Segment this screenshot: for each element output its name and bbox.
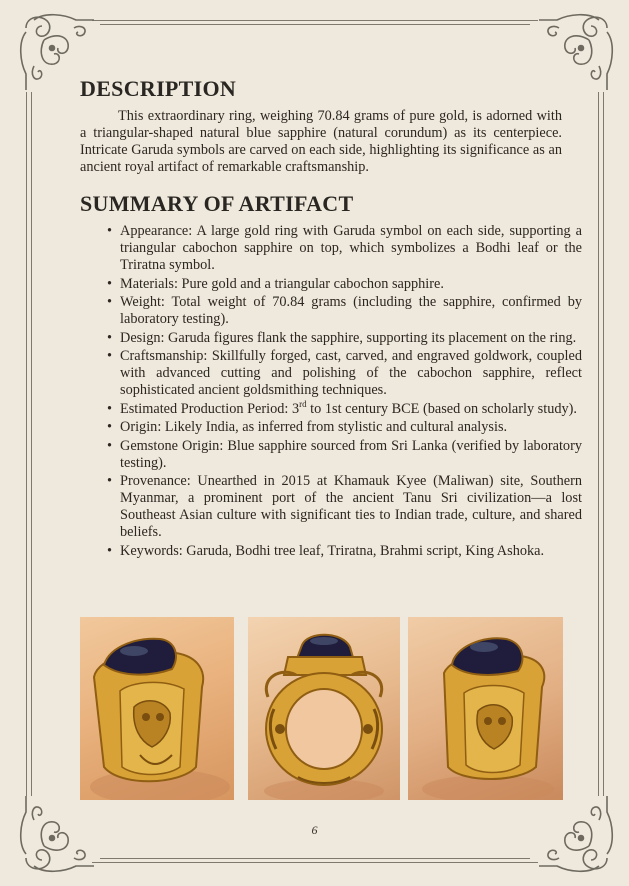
- summary-item-appearance: • Appearance: A large gold ring with Garuda symbol on each side, supporting a triangular cabochon sapphire on top, which symbolizes a Bodhi leaf or the Triratna symbol.: [120, 223, 582, 274]
- frame-top-line: [92, 20, 538, 21]
- summary-list: [102, 223, 582, 561]
- summary-heading: SUMMARY OF ARTIFACT: [80, 191, 354, 216]
- ornament-corner-top-right: [535, 8, 619, 92]
- summary-item-materials: • Materials: Pure gold and a triangular cabochon sapphire.: [120, 276, 582, 293]
- summary-item-provenance: • Provenance: Unearthed in 2015 at Khamauk Kyee (Maliwan) site, Southern Myanmar, a prominent port of the ancient Tanu Sri civilization—a lost Southeast Asian culture with significant ties to Indian trade, culture, and shared beliefs.: [120, 473, 582, 541]
- period-superscript: rd: [299, 398, 307, 409]
- frame-right-line: [603, 92, 604, 796]
- frame-bottom-line-inner: [100, 858, 530, 859]
- summary-item-craftsmanship: • Craftsmanship: Skillfully forged, cast, carved, and engraved goldwork, coupled with advanced cutting and polishing of the cabochon sapphire, reflect sophisticated ancient goldsmithing techniques.: [120, 348, 582, 399]
- page-number: 6: [311, 823, 318, 837]
- period-suffix: to 1st century BCE (based on scholarly study).: [306, 400, 577, 417]
- ring-photo-side-left: [80, 617, 234, 800]
- frame-left-line: [26, 92, 27, 796]
- summary-item-design: • Design: Garuda figures flank the sapphire, supporting its placement on the ring.: [120, 330, 582, 347]
- frame-top-line-inner: [100, 24, 530, 25]
- frame-right-line-inner: [598, 92, 599, 796]
- description-heading: DESCRIPTION: [80, 76, 237, 101]
- ring-photo-side-right: [408, 617, 563, 800]
- summary-item-keywords: • Keywords: Garuda, Bodhi tree leaf, Triratna, Brahmi script, King Ashoka.: [120, 543, 582, 560]
- ring-photo-front: [248, 617, 400, 800]
- description-text: This extraordinary ring, weighing 70.84 grams of pure gold, is adorned with a triangular-shaped natural blue sapphire (natural corundum) as its centerpiece. Intricate Garuda symbols are carved on each side, highlighting its significance as an ancient royal artifact of remarkable craftsmanship.: [80, 108, 562, 175]
- summary-item-gemstone-origin: • Gemstone Origin: Blue sapphire sourced from Sri Lanka (verified by laboratory testing).: [120, 438, 582, 472]
- summary-item-origin: • Origin: Likely India, as inferred from stylistic and cultural analysis.: [120, 419, 582, 436]
- summary-item-period: [120, 398, 582, 418]
- frame-bottom-line: [92, 862, 538, 863]
- period-prefix: Estimated Production Period: 3: [120, 400, 300, 417]
- summary-item-weight: • Weight: Total weight of 70.84 grams (including the sapphire, confirmed by laboratory testing).: [120, 294, 582, 328]
- frame-left-line-inner: [31, 92, 32, 796]
